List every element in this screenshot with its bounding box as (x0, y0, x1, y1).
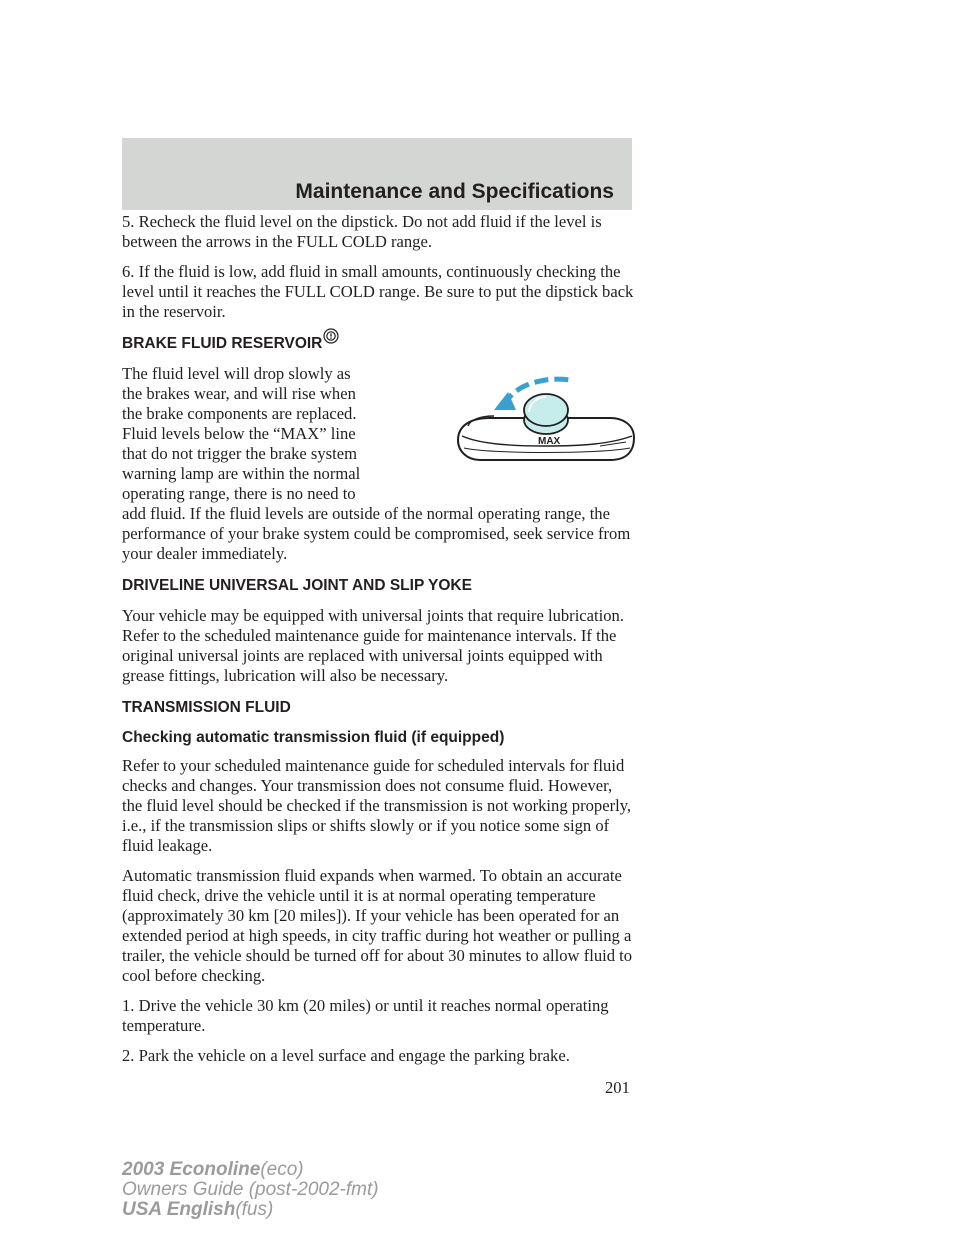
transmission-step-1: 1. Drive the vehicle 30 km (20 miles) or until it reaches normal operating temperature. (122, 996, 609, 1035)
footer-line-3 (122, 1200, 379, 1220)
step-5-paragraph: 5. Recheck the fluid level on the dipstick. Do not add fluid if the level is between the arrows in the FULL COLD range. (122, 212, 602, 251)
warning-circle-icon (323, 328, 339, 350)
brake-reservoir-illustration (450, 366, 640, 470)
brake-fluid-heading (122, 334, 634, 354)
brake-fluid-section (122, 364, 634, 504)
page-number: 201 (605, 1078, 630, 1097)
brake-line: that do not trigger the brake system (122, 444, 358, 463)
footer-line-2: Owners Guide (post-2002-fmt) (122, 1179, 379, 1200)
footer-model: 2003 Econoline (122, 1159, 261, 1180)
footer-model-code: (eco) (260, 1159, 304, 1180)
transmission-paragraph-2: Automatic transmission fluid expands when warmed. To obtain an accurate fluid check, drive the vehicle until it is at normal operating temperature (approximately 30 km [20 miles]). If your vehicle has been operated for an extended period at high speeds, in city traffic during hot weather or pulling a trailer, the vehicle should be turned off for about 30 minutes to allow fluid to cool before checking. (122, 866, 633, 985)
brake-line: warning lamp are within the normal (122, 464, 361, 483)
brake-line: Fluid levels below the “MAX” line (122, 424, 356, 443)
driveline-heading: DRIVELINE UNIVERSAL JOINT AND SLIP YOKE (122, 577, 472, 594)
footer-language-code: (fus) (235, 1199, 274, 1220)
brake-fluid-continuation: add fluid. If the fluid levels are outside of the normal operating range, the performance of your brake system could be compromised, seek service from your dealer immediately. (122, 504, 631, 563)
brake-line: operating range, there is no need to (122, 484, 356, 503)
max-label: MAX (538, 436, 561, 447)
transmission-heading: TRANSMISSION FLUID (122, 699, 291, 716)
brake-line: The fluid level will drop slowly as (122, 364, 351, 383)
section-title: Maintenance and Specifications (295, 180, 614, 203)
transmission-paragraph-1: Refer to your scheduled maintenance guide for scheduled intervals for fluid checks and changes. Your transmission does not consume fluid. However, the fluid level should be checked if the transmission is not working properly, i.e., if the transmission slips or shifts slowly or if you notice some sign of fluid leakage. (122, 756, 632, 855)
brake-line: the brake components are replaced. (122, 404, 357, 423)
footer-line-1 (122, 1160, 379, 1180)
footer-language: USA English (122, 1199, 236, 1220)
document-footer (122, 1160, 379, 1220)
transmission-step-2: 2. Park the vehicle on a level surface and engage the parking brake. (122, 1046, 570, 1065)
brake-line: the brakes wear, and will rise when (122, 384, 356, 403)
transmission-subheading: Checking automatic transmission fluid (if equipped) (122, 729, 505, 746)
page-content (122, 212, 634, 1076)
driveline-paragraph: Your vehicle may be equipped with universal joints that require lubrication. Refer to the scheduled maintenance guide for maintenance intervals. If the original universal joints are replaced with universal joints equipped with grease fittings, lubrication will also be necessary. (122, 606, 625, 685)
section-header-band (122, 138, 632, 210)
step-6-paragraph: 6. If the fluid is low, add fluid in small amounts, continuously checking the level until it reaches the FULL COLD range. Be sure to put the dipstick back in the reservoir. (122, 262, 634, 321)
brake-fluid-heading-text: BRAKE FLUID RESERVOIR (122, 335, 323, 352)
